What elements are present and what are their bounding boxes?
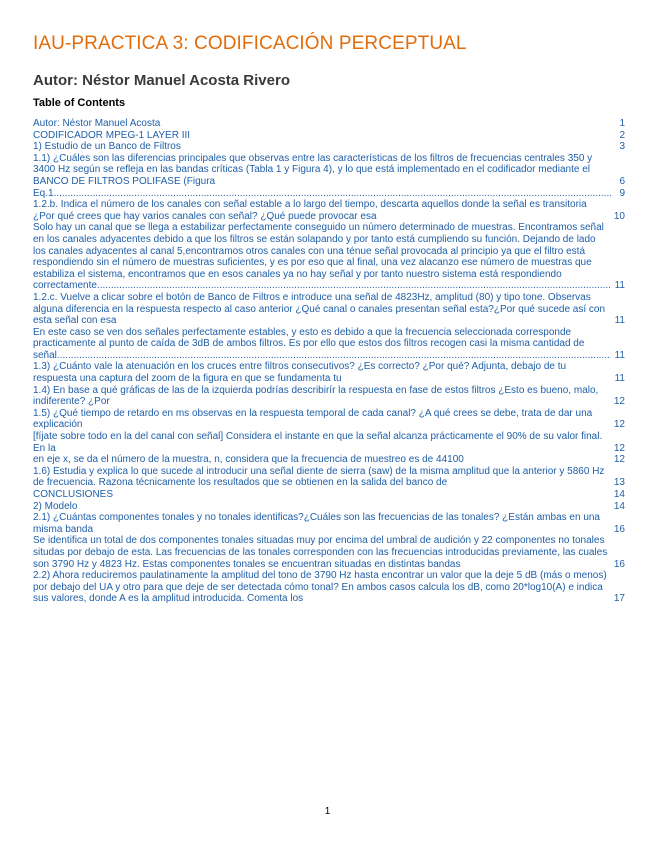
toc-leader-dots [97,280,611,291]
toc-entry-text: 1.2.c. Vuelve a clicar sobre el botón de Banco de Filtros e introduce una señal de 4823Hz, amplitud (80) y tipo tone. Observas alguna diferencia en la respuesta respecto al caso anterior ¿Qué canal o canales presentan señal esta?¿Por qué sucede así con esta señal con esa [33,291,606,327]
toc-entry-page: 6 [619,175,625,187]
toc-entry-text: 1.6) Estudia y explica lo que sucede al introducir una señal diente de sierra (saw) de la misma amplitud que la anterior y 5860 Hz de frecuencia. Razona técnicamente los resultados que se obtienen en la salida del banco de [33,465,605,489]
toc-entry-text: Solo hay un canal que se llega a estabilizar perfectamente conseguido un número determinado de muestras. Encontramos señal en los canales adyacentes debido a que los filtros se están solapando y por tanto está cumpliendo su función. Dejando de lado los canales adyacentes al canal 5,encontramos otros canales con una ténue señal provocada al principio ya que el filtro está respondiendo sin el número de muestras suficientes, y es por eso que al final, una vez alacanzo ese número de muestras que estabiliza el sistema, encontramos que en esos canales ya no hay señal y por tanto nuestro sistema está respondiendo correctamente [33,222,604,292]
toc-entry-page: 14 [613,489,625,500]
toc-entry-text: 1.5) ¿Qué tiempo de retardo en ms observas en la respuesta temporal de cada canal? ¿A qué crees se debe, trata de dar una explicación [33,407,593,431]
toc-entry-link[interactable] [33,188,625,200]
toc-entry-link[interactable] [33,570,625,605]
toc-entry-body [33,130,611,142]
toc-entry-body [33,222,611,292]
author-line: Autor: Néstor Manuel Acosta Rivero [33,72,290,89]
toc-entry-body [33,292,611,327]
toc-entry-page: 16 [613,558,625,570]
toc-entry-text: CODIFICADOR MPEG-1 LAYER III [33,129,191,141]
toc-entry-page: 16 [613,523,625,535]
toc-entry-link[interactable] [33,489,625,501]
toc-heading: Table of Contents [33,97,126,109]
toc-entry-body [33,454,611,466]
toc-entry-text: Eq.1 [33,187,54,199]
toc-entry-page: 12 [613,419,625,431]
toc-entry-body [33,466,611,489]
toc-entry-page: 11 [614,349,625,361]
toc-entry-page: 2 [619,129,625,141]
toc-entry-text: 1.3) ¿Cuánto vale la atenuación en los cruces entre filtros consecutivos? ¿Es correcto? ¿Por qué? Adjunta, debajo de tu respuesta una captura del zoom de la figura en que se fundamenta tu [33,361,567,385]
toc-leader-dots [54,188,611,199]
document-title: IAU-PRACTICA 3: CODIFICACIÓN PERCEPTUAL [33,33,467,54]
toc-entry-body [33,570,611,605]
toc-entry-text: 1.4) En base a qué gráficas de las de la izquierda podrías describirír la respuesta en fase de estos filtros ¿Esto es bueno, malo, indiferente? ¿Por [33,384,599,408]
toc-entry-body [33,431,611,454]
toc-entry-text: 1.1) ¿Cuáles son las diferencias principales que observas entre las características de los filtros de frecuencias centrales 350 y 3400 Hz según se refleja en las bandas críticas (Tabla 1 y Figura 4), y lo que está implementado en el codificador mediante el BANCO DE FILTROS POLIFASE (Figura [33,152,593,187]
toc-entry-page: 11 [614,315,625,327]
toc-entry-body [33,327,611,362]
toc-entry-link[interactable] [33,454,625,466]
toc-entry-body [33,188,611,200]
toc-entry-text: 2.1) ¿Cuántas componentes tonales y no tonales identificas?¿Cuáles son las frecuencias de las tonales? ¿Están ambas en una misma banda [33,512,600,535]
toc-leader-dots [57,350,611,361]
toc-entry-text: Se identifica un total de dos componentes tonales situadas muy por encima del umbral de audición y 22 componentes no tonales situdas por debajo de esta. Las frecuencias de las tonales corresponden con las frecuencias introducidas previamente, las cuales son 3790 Hz y 4823 Hz. Estas componentes tonales se encuentran situadas en distintas bandas [33,535,608,570]
toc-entry-text: CONCLUSIONES [33,489,114,500]
toc-entry-link[interactable] [33,118,625,130]
toc-entry-body [33,501,611,513]
toc-entry-text: en eje x, se da el número de la muestra, n, considera que la frecuencia de muestreo es de 44100 [33,454,464,466]
toc-entry-body [33,199,611,222]
toc-entry-page: 17 [613,593,625,605]
toc-entry-link[interactable] [33,292,625,327]
toc-entry-body [33,512,611,535]
toc-entry-link[interactable] [33,141,625,153]
toc-entry-text: 1.2.b. Indica el número de los canales con señal estable a lo largo del tiempo, descarta aquellos donde la señal es transitoria ¿Por qué crees que hay varios canales con señal? ¿Qué puede provocar esa [33,199,587,222]
toc-entry-page: 12 [613,442,625,454]
toc-entry-text: En este caso se ven dos señales perfectamente estables, y esto es debido a que la frecuencia seleccionada corresponde practicamente al punto de caída de 3dB de ambos filtros. Es por ello que estos dos filtros recogen casi la misma cantidad de señal [33,326,585,361]
toc-entry-page: 12 [613,454,625,466]
toc-entry-text: 2.2) Ahora reduciremos paulatinamente la amplitud del tono de 3790 Hz hasta encontrar un valor que la deje 5 dB (más o menos) por debajo del UA y otro para que deje de ser detectada cómo tonal? En ambos casos calcula los dB, como 20*log10(A) e indica sus valores, donde A es la amplitud introducida. Comenta los [33,570,607,605]
toc-entry-link[interactable] [33,130,625,142]
toc-entry-page: 11 [614,280,625,292]
toc-entry-link[interactable] [33,153,625,188]
toc-entry-page: 12 [613,396,625,408]
toc-entry-text: Autor: Néstor Manuel Acosta [33,118,161,129]
toc-entry-body [33,385,611,408]
page-number: 1 [324,806,331,817]
toc-entry-page: 14 [613,500,625,512]
toc-entry-page: 10 [613,210,625,222]
toc-entry-body [33,361,611,384]
toc-entry-link[interactable] [33,361,625,384]
table-of-contents [33,118,625,605]
toc-entry-link[interactable] [33,222,625,292]
toc-entry-body [33,141,611,153]
toc-entry-body [33,118,611,130]
toc-entry-link[interactable] [33,431,625,454]
toc-entry-link[interactable] [33,327,625,362]
toc-entry-text: 1) Estudio de un Banco de Filtros [33,141,181,153]
toc-entry-page: 11 [614,373,625,385]
toc-entry-link[interactable] [33,535,625,570]
toc-entry-body [33,489,611,501]
toc-entry-page: 9 [619,187,625,199]
toc-entry-page: 3 [619,141,625,153]
toc-entry-link[interactable] [33,199,625,222]
toc-entry-page: 1 [619,118,625,129]
toc-entry-link[interactable] [33,385,625,408]
toc-entry-body [33,535,611,570]
toc-entry-page: 13 [613,477,625,489]
toc-entry-body [33,408,611,431]
toc-entry-link[interactable] [33,512,625,535]
toc-entry-link[interactable] [33,501,625,513]
toc-entry-text: [fíjate sobre todo en la del canal con señal] Considera el instante en que la señal alcanza prácticamente el 90% de su valor final. En la [33,431,603,454]
toc-entry-link[interactable] [33,466,625,489]
toc-entry-link[interactable] [33,408,625,431]
toc-entry-body [33,153,611,188]
toc-entry-text: 2) Modelo [33,500,78,512]
